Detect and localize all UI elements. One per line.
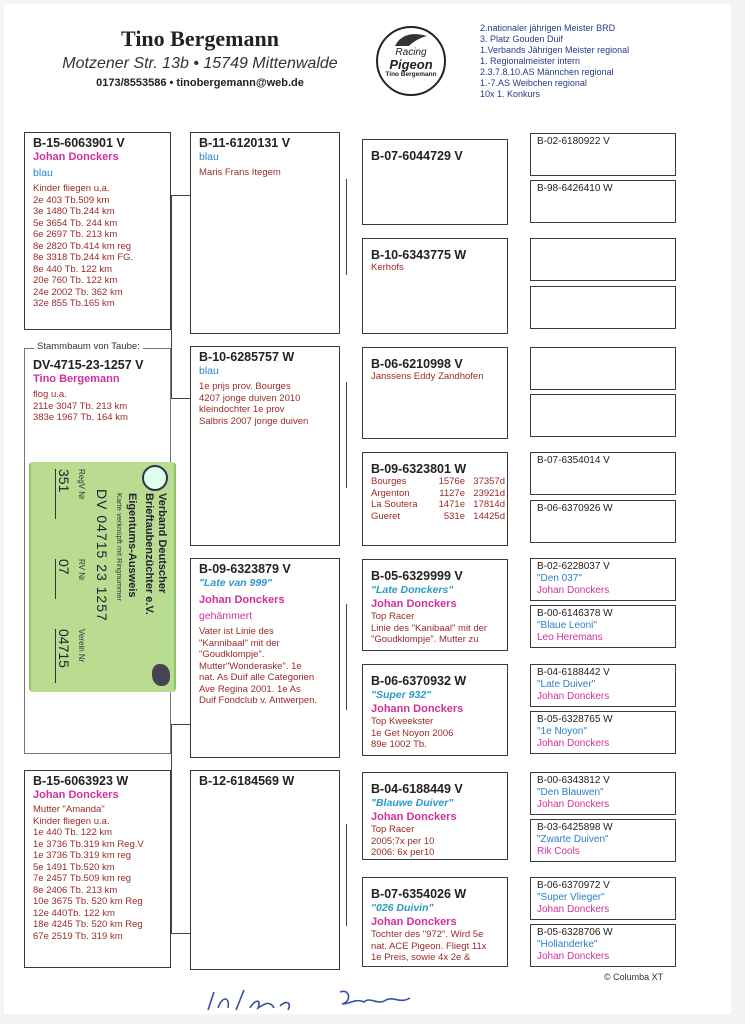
grandparent-note: 1e prijs prov. Bourges [199, 381, 291, 392]
connector-line [171, 398, 190, 399]
software-credit: © Columba XT [604, 972, 664, 982]
ancestor-ring: B-00-6343812 V [537, 775, 610, 786]
grandparent-note: Ave Regina 2001. 1e As [199, 683, 301, 695]
ancestor-breeder: Johan Donckers [537, 799, 610, 810]
dam-result: 12e 440Tb. 122 km [33, 907, 115, 919]
great-grandparent-breeder: Kerhofs [371, 262, 404, 273]
great-grandparent-note: Top Kweekster [371, 716, 434, 727]
subject-result: 383e 1967 Tb. 164 km [33, 412, 128, 423]
great-grandparent-ring: B-06-6210998 V [371, 357, 463, 371]
grandparent-ring: B-10-6285757 W [199, 350, 295, 364]
ancestor-ring: B-02-6228037 V [537, 561, 610, 572]
card-org-2: Brieftaubenzüchter e.V. [143, 493, 155, 615]
sire-result: 6e 2697 Tb. 213 km [33, 229, 118, 240]
dam-result: 18e 4245 Tb. 520 km Reg [33, 919, 143, 930]
ancestor-ring: B-03-6425898 W [537, 822, 613, 833]
achievement: 1.Verbands Jährigen Meister regional [480, 45, 630, 55]
great-grandparent-breeder: Johan Donckers [371, 916, 457, 928]
great-grandparent-pigeon-name: "Super 932" [371, 689, 432, 701]
subject-caption: Stammbaum von Taube: [34, 341, 143, 352]
great-grandparent-breeder: Johann Donckers [371, 703, 464, 715]
connector-line [171, 724, 190, 725]
ancestor-box [530, 558, 676, 601]
subject-note: flog u.a. [33, 389, 67, 400]
grandparent-breeder: Maris Frans Itegem [199, 167, 281, 178]
connector-line [171, 195, 190, 196]
grandparent-color: blau [199, 365, 219, 377]
connector-line [171, 933, 190, 934]
sire-result: 2e 403 Tb.509 km [33, 194, 110, 206]
ancestor-box [530, 711, 676, 754]
great-grandparent-ring: B-04-6188449 V [371, 782, 463, 796]
connector-line [346, 604, 347, 710]
sire-note: Kinder fliegen u.a. [33, 183, 110, 194]
great-grandparent-box [362, 664, 508, 756]
dam-result: 10e 3675 Tb. 520 km Reg [33, 896, 143, 907]
card-label-rv: RV Nr [77, 559, 86, 581]
great-grandparent-box [362, 772, 508, 860]
grandparent-color: gehämmert [199, 610, 253, 622]
achievement: 10x 1. Konkurs [480, 89, 541, 99]
sire-result: 3e 1480 Tb.244 km [33, 206, 115, 217]
grandparent-note: "Kannibaal" mit der [199, 637, 280, 649]
dam-result: 1e 3736 Tb.319 km reg [33, 850, 132, 861]
logo-racing: Racing [395, 47, 427, 58]
sire-box [24, 132, 171, 330]
handwritten-signature [200, 982, 450, 1014]
dam-result: 8e 2406 Tb. 213 km [33, 884, 118, 896]
great-grandparent-breeder: Johan Donckers [371, 811, 457, 823]
great-grandparent-note: 1e Preis, sowie 4x 2e & [371, 952, 471, 963]
ancestor-breeder: Leo Heremans [537, 632, 603, 643]
great-grandparent-ring: B-07-6354026 W [371, 887, 467, 901]
grandparent-color: blau [199, 151, 219, 163]
great-grandparent-note: Top Racer [371, 824, 415, 835]
sire-result: 5e 3654 Tb. 244 km [33, 217, 118, 229]
connector-line [171, 195, 172, 399]
ancestor-pigeon-name: "Zwarte Duiven" [537, 834, 609, 845]
ownership-card-inner [29, 462, 176, 692]
ancestor-box [530, 924, 676, 967]
race-birds: 17814d [473, 499, 505, 510]
ancestor-pigeon-name: "Hollanderke" [537, 939, 598, 950]
achievement: 2.nationaler jährigen Meister BRD [480, 23, 616, 33]
great-grandparent-box [362, 452, 508, 546]
owner-address: Motzener Str. 13b • 15749 Mittenwalde [62, 55, 338, 72]
ancestor-box [530, 819, 676, 862]
dam-result: 1e 440 Tb. 122 km [33, 827, 113, 838]
logo-pigeon: Pigeon [389, 57, 433, 72]
ancestor-ring: B-98-6426410 W [537, 183, 613, 194]
dam-box [24, 770, 171, 968]
dam-note: Kinder fliegen u.a. [33, 815, 110, 827]
dam-result: 5e 1491 Tb.520 km [33, 861, 115, 873]
great-grandparent-ring: B-07-6044729 V [371, 149, 463, 163]
great-grandparent-box [362, 139, 508, 225]
ancestor-box [530, 133, 676, 176]
sire-result: 20e 760 Tb. 122 km [33, 275, 118, 286]
great-grandparent-ring: B-05-6329999 V [371, 569, 463, 583]
grandparent-ring: B-12-6184569 W [199, 774, 295, 788]
grandparent-breeder: Johan Donckers [199, 594, 285, 606]
race-place: 1127e [439, 487, 465, 499]
ancestor-box [530, 347, 676, 390]
grandparent-note: nat. As Duif alle Categorien [199, 672, 315, 683]
owner-name: Tino Bergemann [121, 26, 279, 51]
ancestor-breeder: Johan Donckers [537, 738, 610, 749]
logo-owner: Tino Bergemann [385, 71, 437, 78]
ancestor-ring: B-07-6354014 V [537, 455, 610, 466]
great-grandparent-note: 2006: 6x per10 [371, 847, 435, 858]
dam-note: Mutter "Amanda" [33, 804, 105, 815]
sire-result: 32e 855 Tb.165 km [33, 298, 115, 309]
dam-result: 1e 3736 Tb.319 km Reg.V [33, 838, 144, 850]
achievement: 2.3.7.8.10.AS Männchen regional [480, 67, 614, 77]
achievement: 1.-7.AS Weibchen regional [480, 78, 587, 88]
dam-result: 67e 2519 Tb. 319 km [33, 930, 123, 942]
connector-line [346, 179, 347, 275]
great-grandparent-box [362, 559, 508, 651]
pigeon-wing-icon [391, 32, 431, 48]
card-label-regv: RegV Nr [77, 469, 86, 500]
achievement: 3. Platz Gouden Duif [480, 34, 564, 44]
race-birds: 37357d [473, 476, 505, 487]
card-ring: DV 04715 23 1257 [94, 489, 110, 622]
ancestor-pigeon-name: "1e Noyon" [537, 726, 587, 737]
ancestor-breeder: Johan Donckers [537, 904, 610, 915]
grandparent-note: 4207 jonge duiven 2010 [199, 392, 301, 404]
ancestor-pigeon-name: "Den 037" [537, 573, 582, 584]
ancestor-box [530, 286, 676, 329]
great-grandparent-note: Tochter des "972". Wird 5e [371, 929, 484, 940]
race-place: 531e [443, 510, 465, 522]
card-org-1: Verband Deutscher [156, 493, 168, 594]
race-birds: 23921d [473, 487, 505, 499]
great-grandparent-ring: B-10-6343775 W [371, 248, 467, 262]
sire-result: 8e 3318 Tb.244 km FG. [33, 252, 134, 263]
sire-result: 8e 440 Tb. 122 km [33, 263, 113, 275]
grandparent-ring: B-11-6120131 V [199, 136, 291, 150]
grandparent-box [190, 770, 340, 970]
grandparent-note: Salbris 2007 jonge duiven [199, 415, 309, 427]
ancestor-box [530, 877, 676, 920]
grandparent-note: Vater ist Linie des [199, 626, 274, 637]
great-grandparent-breeder: Janssens Eddy Zandhofen [371, 371, 484, 382]
ancestor-pigeon-name: "Super Vlieger" [537, 892, 605, 903]
grandparent-pigeon-name: "Late van 999" [199, 577, 272, 589]
great-grandparent-note: 2005:7x per 10 [371, 835, 435, 847]
great-grandparent-note: "Goudklompje". Mutter zu [371, 634, 479, 645]
card-subtitle: Karte verknüpft mit Ringnummer [115, 493, 124, 601]
race-name: La Soutera [371, 499, 418, 510]
dam-breeder: Johan Donckers [33, 789, 119, 801]
ancestor-ring: B-04-6188442 V [537, 667, 610, 678]
great-grandparent-box [362, 877, 508, 967]
grandparent-note: Duif Fondclub v. Antwerpen. [199, 695, 318, 706]
ancestor-ring: B-00-6146378 W [537, 608, 613, 619]
connector-line [171, 724, 172, 934]
grandparent-note: kleindochter 1e prov [199, 404, 285, 415]
card-pigeon-icon [152, 664, 170, 686]
race-result-row [371, 476, 507, 488]
sire-breeder: Johan Donckers [33, 151, 119, 163]
grandparent-note: "Goudklompje". [199, 649, 265, 660]
pedigree-sheet [4, 4, 731, 1014]
great-grandparent-pigeon-name: "026 Duivin" [371, 902, 434, 914]
ancestor-pigeon-name: "Late Duiver" [537, 679, 596, 690]
ancestor-box [530, 664, 676, 707]
sire-ring: B-15-6063901 V [33, 136, 125, 150]
connector-line [346, 382, 347, 488]
ancestor-ring: B-06-6370972 V [537, 880, 610, 891]
sire-result: 24e 2002 Tb. 362 km [33, 286, 123, 298]
great-grandparent-ring: B-06-6370932 W [371, 674, 467, 688]
racing-pigeon-logo [376, 26, 446, 96]
ancestor-box [530, 452, 676, 495]
ancestor-breeder: Johan Donckers [537, 585, 610, 596]
subject-owner: Tino Bergemann [33, 373, 120, 385]
ancestor-breeder: Johan Donckers [537, 951, 610, 962]
ancestor-ring: B-02-6180922 V [537, 136, 610, 147]
ownership-card [29, 462, 176, 692]
great-grandparent-box [362, 238, 508, 334]
achievement: 1. Regionalmeister intern [480, 56, 581, 66]
sire-result: 8e 2820 Tb.414 km reg [33, 240, 132, 252]
grandparent-box [190, 558, 340, 758]
grandparent-note: Mutter"Wonderaske". 1e [199, 660, 302, 672]
ancestor-ring: B-05-6328706 W [537, 927, 613, 938]
card-label-verein: Verein Nr [77, 629, 86, 663]
ancestor-box [530, 238, 676, 281]
great-grandparent-note: Linie des "Kanibaal" mit der [371, 622, 488, 634]
ancestor-pigeon-name: "Blaue Leoni" [537, 620, 597, 631]
subject-result: 211e 3047 Tb. 213 km [33, 400, 128, 412]
great-grandparent-note: nat. ACE Pigeon. Fliegt 11x [371, 940, 487, 952]
race-name: Argenton [371, 487, 410, 499]
card-value-regv: 351 [55, 469, 72, 519]
great-grandparent-note: Top Racer [371, 611, 415, 622]
ancestor-ring: B-05-6328765 W [537, 714, 613, 725]
great-grandparent-box [362, 347, 508, 439]
race-result-row [371, 511, 507, 523]
dam-ring: B-15-6063923 W [33, 774, 129, 788]
race-place: 1471e [438, 499, 465, 510]
race-name: Gueret [371, 510, 401, 522]
great-grandparent-breeder: Johan Donckers [371, 598, 457, 610]
card-emblem-icon [142, 465, 168, 491]
ancestor-box [530, 180, 676, 223]
great-grandparent-ring: B-09-6323801 W [371, 462, 467, 476]
race-result-row [371, 488, 507, 500]
ancestor-box [530, 605, 676, 648]
great-grandparent-note: 1e Get Noyon 2006 [371, 727, 454, 739]
ancestor-breeder: Johan Donckers [537, 691, 610, 702]
race-birds: 14425d [473, 510, 505, 522]
great-grandparent-note: 89e 1002 Tb. [371, 739, 427, 750]
card-title: Eigentums-Ausweis [126, 493, 138, 598]
race-name: Bourges [371, 476, 407, 487]
subject-ring: DV-4715-23-1257 V [33, 358, 144, 372]
card-value-rv: 07 [55, 559, 72, 599]
grandparent-box [190, 132, 340, 334]
race-result-row [371, 499, 507, 511]
dam-result: 7e 2457 Tb.509 km reg [33, 873, 132, 884]
great-grandparent-pigeon-name: "Late Donckers" [371, 584, 454, 596]
achievements-list [480, 23, 730, 100]
ancestor-box [530, 394, 676, 437]
ancestor-breeder: Rik Cools [537, 846, 580, 857]
sire-color: blau [33, 167, 53, 179]
ancestor-ring: B-06-6370926 W [537, 503, 613, 514]
ancestor-pigeon-name: "Den Blauwen" [537, 787, 604, 798]
grandparent-ring: B-09-6323879 V [199, 562, 291, 576]
card-value-verein: 04715 [55, 629, 72, 683]
race-place: 1576e [438, 476, 465, 487]
connector-line [346, 824, 347, 926]
great-grandparent-pigeon-name: "Blauwe Duiver" [371, 797, 454, 809]
ancestor-box [530, 500, 676, 543]
grandparent-box [190, 346, 340, 546]
owner-contact: 0173/8553586 • tinobergemann@web.de [96, 77, 304, 89]
signature-scribble [200, 982, 450, 1014]
ancestor-box [530, 772, 676, 815]
